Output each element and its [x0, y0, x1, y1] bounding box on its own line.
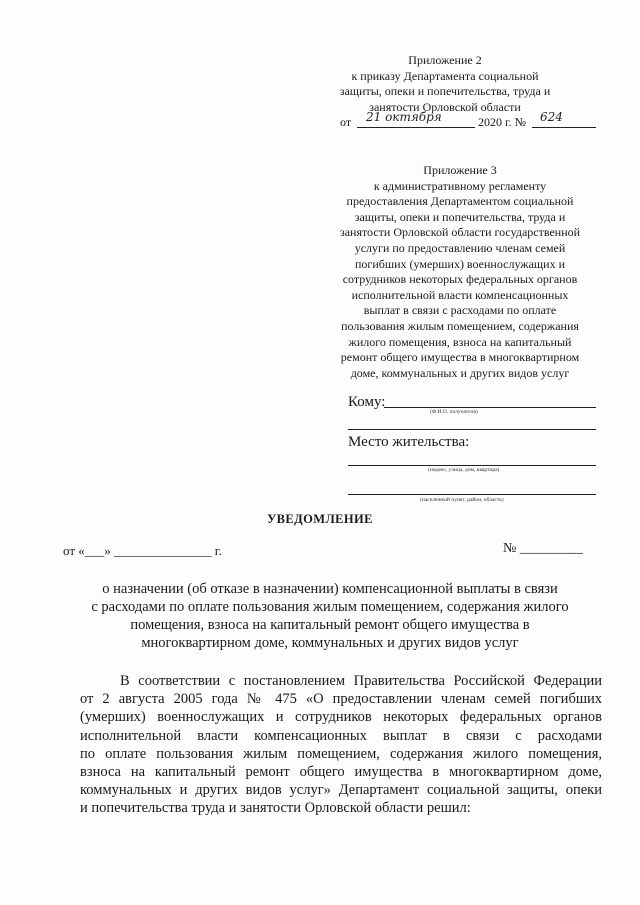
appendix-3-title: Приложение 3	[423, 163, 497, 177]
order-date-line	[340, 110, 600, 133]
body-line: взноса на капитальный ремонт общего имущества в многоквартирном доме,	[80, 764, 602, 781]
order-from-label: от	[340, 115, 352, 129]
notice-subject	[60, 580, 600, 652]
order-number-handwritten: 624	[540, 110, 563, 124]
appendix-3-line: ремонт общего имущества в многоквартирном	[340, 350, 580, 365]
residence-address-caption: (индекс, улица, дом, квартира)	[428, 467, 500, 473]
appendix-3-line: предоставления Департаментом социальной	[346, 194, 574, 209]
subject-line: помещения, взноса на капитальный ремонт общего имущества в	[130, 617, 530, 633]
recipient-to-label: Кому:	[348, 394, 386, 410]
notice-date-line: от «___» _______________ г.	[63, 543, 222, 558]
appendix-3-block	[330, 163, 590, 381]
appendix-3-line: к административному регламенту	[373, 178, 547, 193]
order-year-label: 2020 г. №	[478, 115, 527, 129]
appendix-3-line: услуги по предоставлению членам семей	[354, 240, 566, 255]
residence-locality-field[interactable]	[348, 494, 596, 495]
appendix-3-line: выплат в связи с расходами по оплате	[363, 303, 557, 318]
appendix-3-line: защиты, опеки и попечительства, труда и	[354, 209, 566, 224]
residence-label: Место жительства:	[348, 434, 470, 450]
order-number-underline	[532, 127, 596, 128]
notice-body	[80, 672, 602, 818]
order-date-underline	[357, 127, 475, 128]
appendix-3-line: занятости Орловской области государственной	[339, 225, 581, 240]
subject-line: многоквартирном доме, коммунальных и других видов услуг	[141, 635, 519, 651]
appendix-2-block	[320, 53, 570, 115]
residence-locality-caption: (населенный пункт, район, область)	[420, 497, 504, 503]
appendix-3-line: исполнительной власти компенсационных	[351, 287, 569, 302]
body-line: от 2 августа 2005 года № 475 «О предоставлении членам семей погибших	[80, 691, 602, 708]
appendix-3-line: жилого помещения, взноса на капитальный	[348, 334, 572, 349]
notice-title: УВЕДОМЛЕНИЕ	[267, 512, 373, 526]
residence-address-field[interactable]	[348, 465, 596, 466]
appendix-2-line: занятости Орловской области	[369, 99, 521, 114]
recipient-name-field-2[interactable]	[348, 429, 596, 430]
body-line: (умерших) военнослужащих и сотрудников некоторых федеральных органов	[80, 709, 602, 726]
body-line: и попечительства труда и занятости Орловской области решил:	[80, 800, 471, 817]
recipient-name-caption: (Ф.И.О. получателя)	[430, 409, 478, 415]
body-line: В соответствии с постановлением Правительства Российской Федерации	[120, 673, 602, 689]
order-date-handwritten: 21 октября	[366, 110, 442, 124]
notice-number-line: № _________	[503, 541, 583, 556]
appendix-2-line: защиты, опеки и попечительства, труда и	[339, 84, 551, 99]
appendix-2-line: к приказу Департамента социальной	[351, 68, 539, 83]
body-line: исполнительной власти компенсационных выплат в связи с расходами	[80, 727, 602, 744]
body-line: по оплате пользования жилым помещением, содержания жилого помещения,	[80, 745, 602, 762]
subject-line: о назначении (об отказе в назначении) компенсационной выплаты в связи	[102, 581, 558, 597]
recipient-name-field[interactable]	[384, 407, 596, 408]
appendix-3-line: доме, коммунальных и других видов услуг	[350, 365, 570, 380]
appendix-3-line: погибших (умерших) военнослужащих и	[354, 256, 565, 271]
appendix-3-line: пользования жилым помещением, содержания	[341, 318, 579, 333]
body-line: коммунальных и других видов услуг» Департамент социальной защиты, опеки	[80, 782, 602, 799]
subject-line: с расходами по оплате пользования жилым помещением, содержания жилого	[91, 599, 569, 615]
appendix-3-line: сотрудников некоторых федеральных органов	[342, 272, 578, 287]
appendix-2-title: Приложение 2	[408, 53, 482, 67]
